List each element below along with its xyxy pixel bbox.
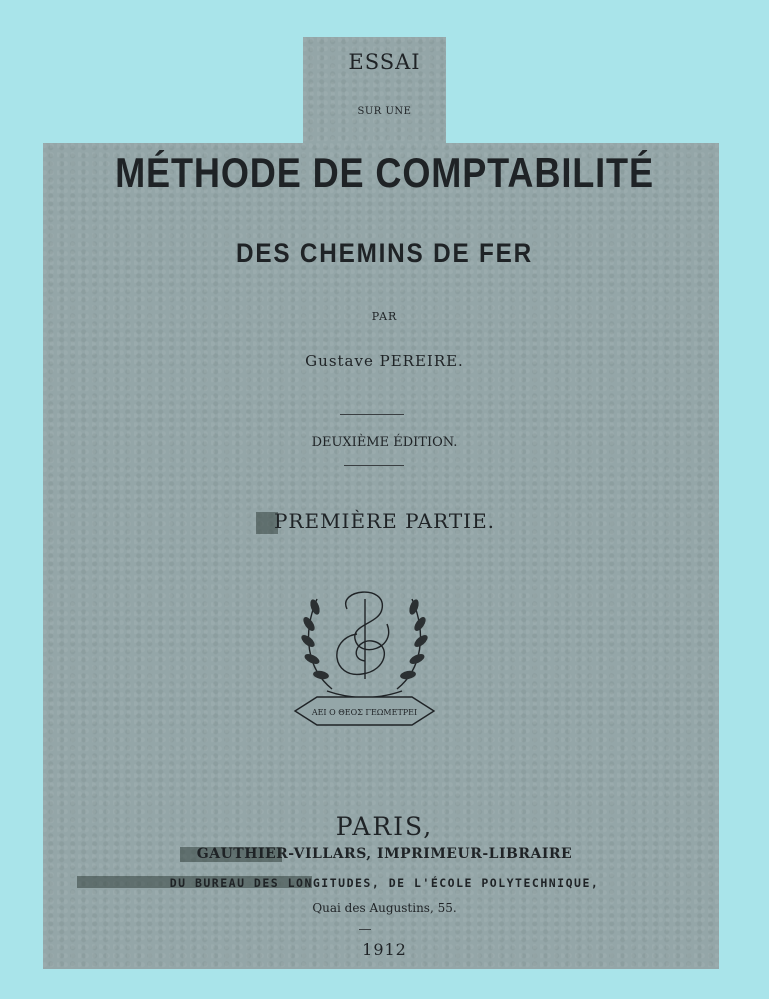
author-name: Gustave PEREIRE. [305, 352, 464, 370]
imprint-publisher: GAUTHIER-VILLARS, IMPRIMEUR-LIBRAIRE [196, 846, 573, 862]
edition-text: DEUXIÈME ÉDITION. [311, 435, 458, 450]
par-text: PAR [371, 310, 398, 323]
imprint-bureau: DU BUREAU DES LONGITUDES, DE L'ÉCOLE POLYTECHNIQUE, [169, 876, 600, 890]
part-heading: PREMIÈRE PARTIE. [273, 509, 496, 533]
divider-bottom [344, 465, 404, 466]
imprint-address: Quai des Augustins, 55. [312, 901, 457, 915]
divider-top [340, 414, 404, 415]
imprint-year: 1912 [362, 940, 407, 959]
page-subtitle: DES CHEMINS DE FER [235, 238, 534, 268]
laurel-wreath-monogram-icon [287, 579, 442, 739]
sur-une-text: SUR UNE [357, 106, 412, 117]
page-title: MÉTHODE DE COMPTABILITÉ [115, 149, 654, 196]
year-divider [359, 929, 371, 930]
essai-heading: ESSAI [348, 50, 421, 74]
emblem-motto: ΑΕΙ Ο ΘΕΟΣ ΓΕΩΜΕΤΡΕΙ [311, 708, 418, 717]
imprint-city: PARIS, [335, 812, 434, 841]
